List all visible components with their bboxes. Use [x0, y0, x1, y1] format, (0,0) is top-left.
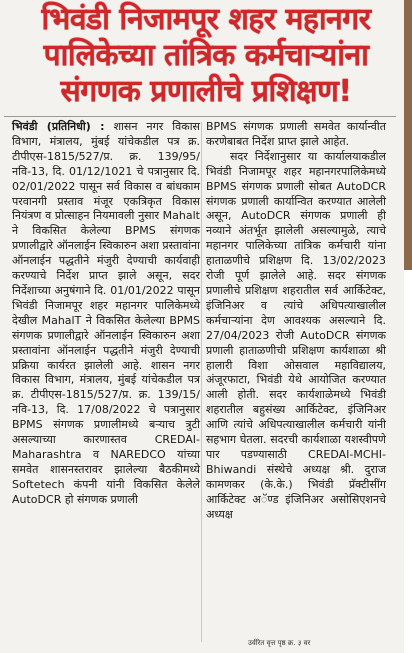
article-paragraph-2-text: सदर निर्देशानुसार या कार्यालयाकडील भिवंडी निजामपूर शहर महानगरपालिकेमध्ये BPMS संगणक प्रणाली सोबत AutoDCR संगणक प्रणाली कार्यान्वित करण्यात आलेली असून, AutoDCR संगणक प्रणाली ही नव्याने अंतर्भूत झालेली असल्यामुळे, त्याचे महानगर पालिकेच्या तांत्रिक कर्मचारी यांना हाताळणीचे प्रशिक्षण दि. 13/02/2023 रोजी पूर्ण झालेले आहे. सदर संगणक प्रणालीचे प्रशिक्षण शहरातील सर्व आर्किटेक्ट, इंजिनिअर व त्यांचे अधिपत्याखालील कर्मचाऱ्यांना देण आवश्यक असल्याने दि. 27/04/2023 रोजी AutoDCR संगणक प्रणाली हाताळणीची प्रशिक्षण कार्यशाळा श्री हालारी विशा ओसवाल महाविद्यालय, अंजूरफाटा, भिवंडी येथे आयोजित करण्यात आली होती. सदर कार्यशाळेमध्ये भिवंडी शहरातील बहुसंख्य आर्किटेक्ट, इंजिनिअर आणि त्यांचे अधिपत्याखालील कर्मचारी यांनी सहभाग घेतला. सदरची कार्यशाळा यशस्वीपणे पार पडण्यासाठी CREDAI-MCHI-Bhiwandi संस्थेचे अध्यक्ष श्री. दुराज कामणकर (के.के.) भिवंडी प्रॅक्टीसींग आर्किटेक्ट अॅण्ड इंजिनिअर असोसिएशनचे अध्यक्ष — [206, 149, 386, 521]
headline-line-2: पालिकेच्या तांत्रिक कर्मचाऱ्यांना — [43, 38, 369, 73]
headline — [8, 2, 404, 110]
column-divider — [201, 122, 202, 642]
article-paragraph-2 — [206, 150, 386, 523]
article-dateline: भिवंडी (प्रतिनिधी) : — [12, 120, 105, 133]
page-edge — [404, 270, 412, 653]
article-body-left: शासन नगर विकास विभाग, मंत्रालय, मुंबई यांचेकडील पत्र क्र. टीपीएस-1815/527/प्र. क्र. 139/95/नवि-13, दि. 01/12/1021 चे पत्रानुसार दि. 02/01/2022 पासून सर्व विकास व बांधकाम परवानगी प्रस्ताव मंजूर एकत्रिकृत विकास नियंत्रण व प्रोत्साहन नियमावली नुसार Mahalt ने विकसित केलेल्या BPMS संगणक प्रणालीद्वारे ऑनलाईन स्विकारुन अशा प्रस्तावांना ऑनलाईन पद्धतीने मंजुरी देण्याची कार्यवाही करण्याचे निर्देश प्राप्त झाले असून, सदर निर्देशाच्या अनुषंगाने दि. 01/01/2022 पासून भिवंडी निजामपूर शहर महानगर पालिकेमध्ये देखील MahalT ने विकसित केलेल्या BPMS संगणक प्रणालीद्वारे ऑनलाईन स्विकारुन अशा प्रस्तावांना ऑनलाईन पद्धतीने मंजुरी देण्याची प्रक्रिया कार्यरत झालेली आहे. शासन नगर विकास विभाग, मंत्रालय, मुंबई यांचेकडील पत्र क्र. टीपीएस-1815/527/प्र. क्र. 139/15/नवि-13, दि. 17/08/2022 चे पत्रानुसार BPMS संगणक प्रणालीमध्ये बऱ्याच त्रुटी असल्याच्या कारणास्तव CREDAI-Maharashtra व NAREDCO यांच्या समवेत शासनस्तरावर झालेल्या बैठकीमध्ये Softetech कंपनी यांनी विकसित केलेले AutoDCR हो संगणक प्रणाली — [12, 120, 200, 506]
article-paragraph-1: BPMS संगणक प्रणाली समवेत कार्यान्वीत करणेबाबत निर्देश प्राप्त झाले आहेत. — [206, 120, 386, 148]
article-column-left — [12, 120, 200, 508]
background-surface — [404, 0, 412, 270]
headline-line-1: भिवंडी निजामपूर शहर महानगर — [41, 2, 371, 37]
headline-line-3: संगणक प्रणालीचे प्रशिक्षण! — [60, 74, 352, 109]
article-column-right — [206, 120, 386, 522]
headline-rule — [4, 116, 396, 117]
continued-note: उर्वरित वृत्त पृष्ठ क्र. ३ वर — [248, 639, 311, 647]
